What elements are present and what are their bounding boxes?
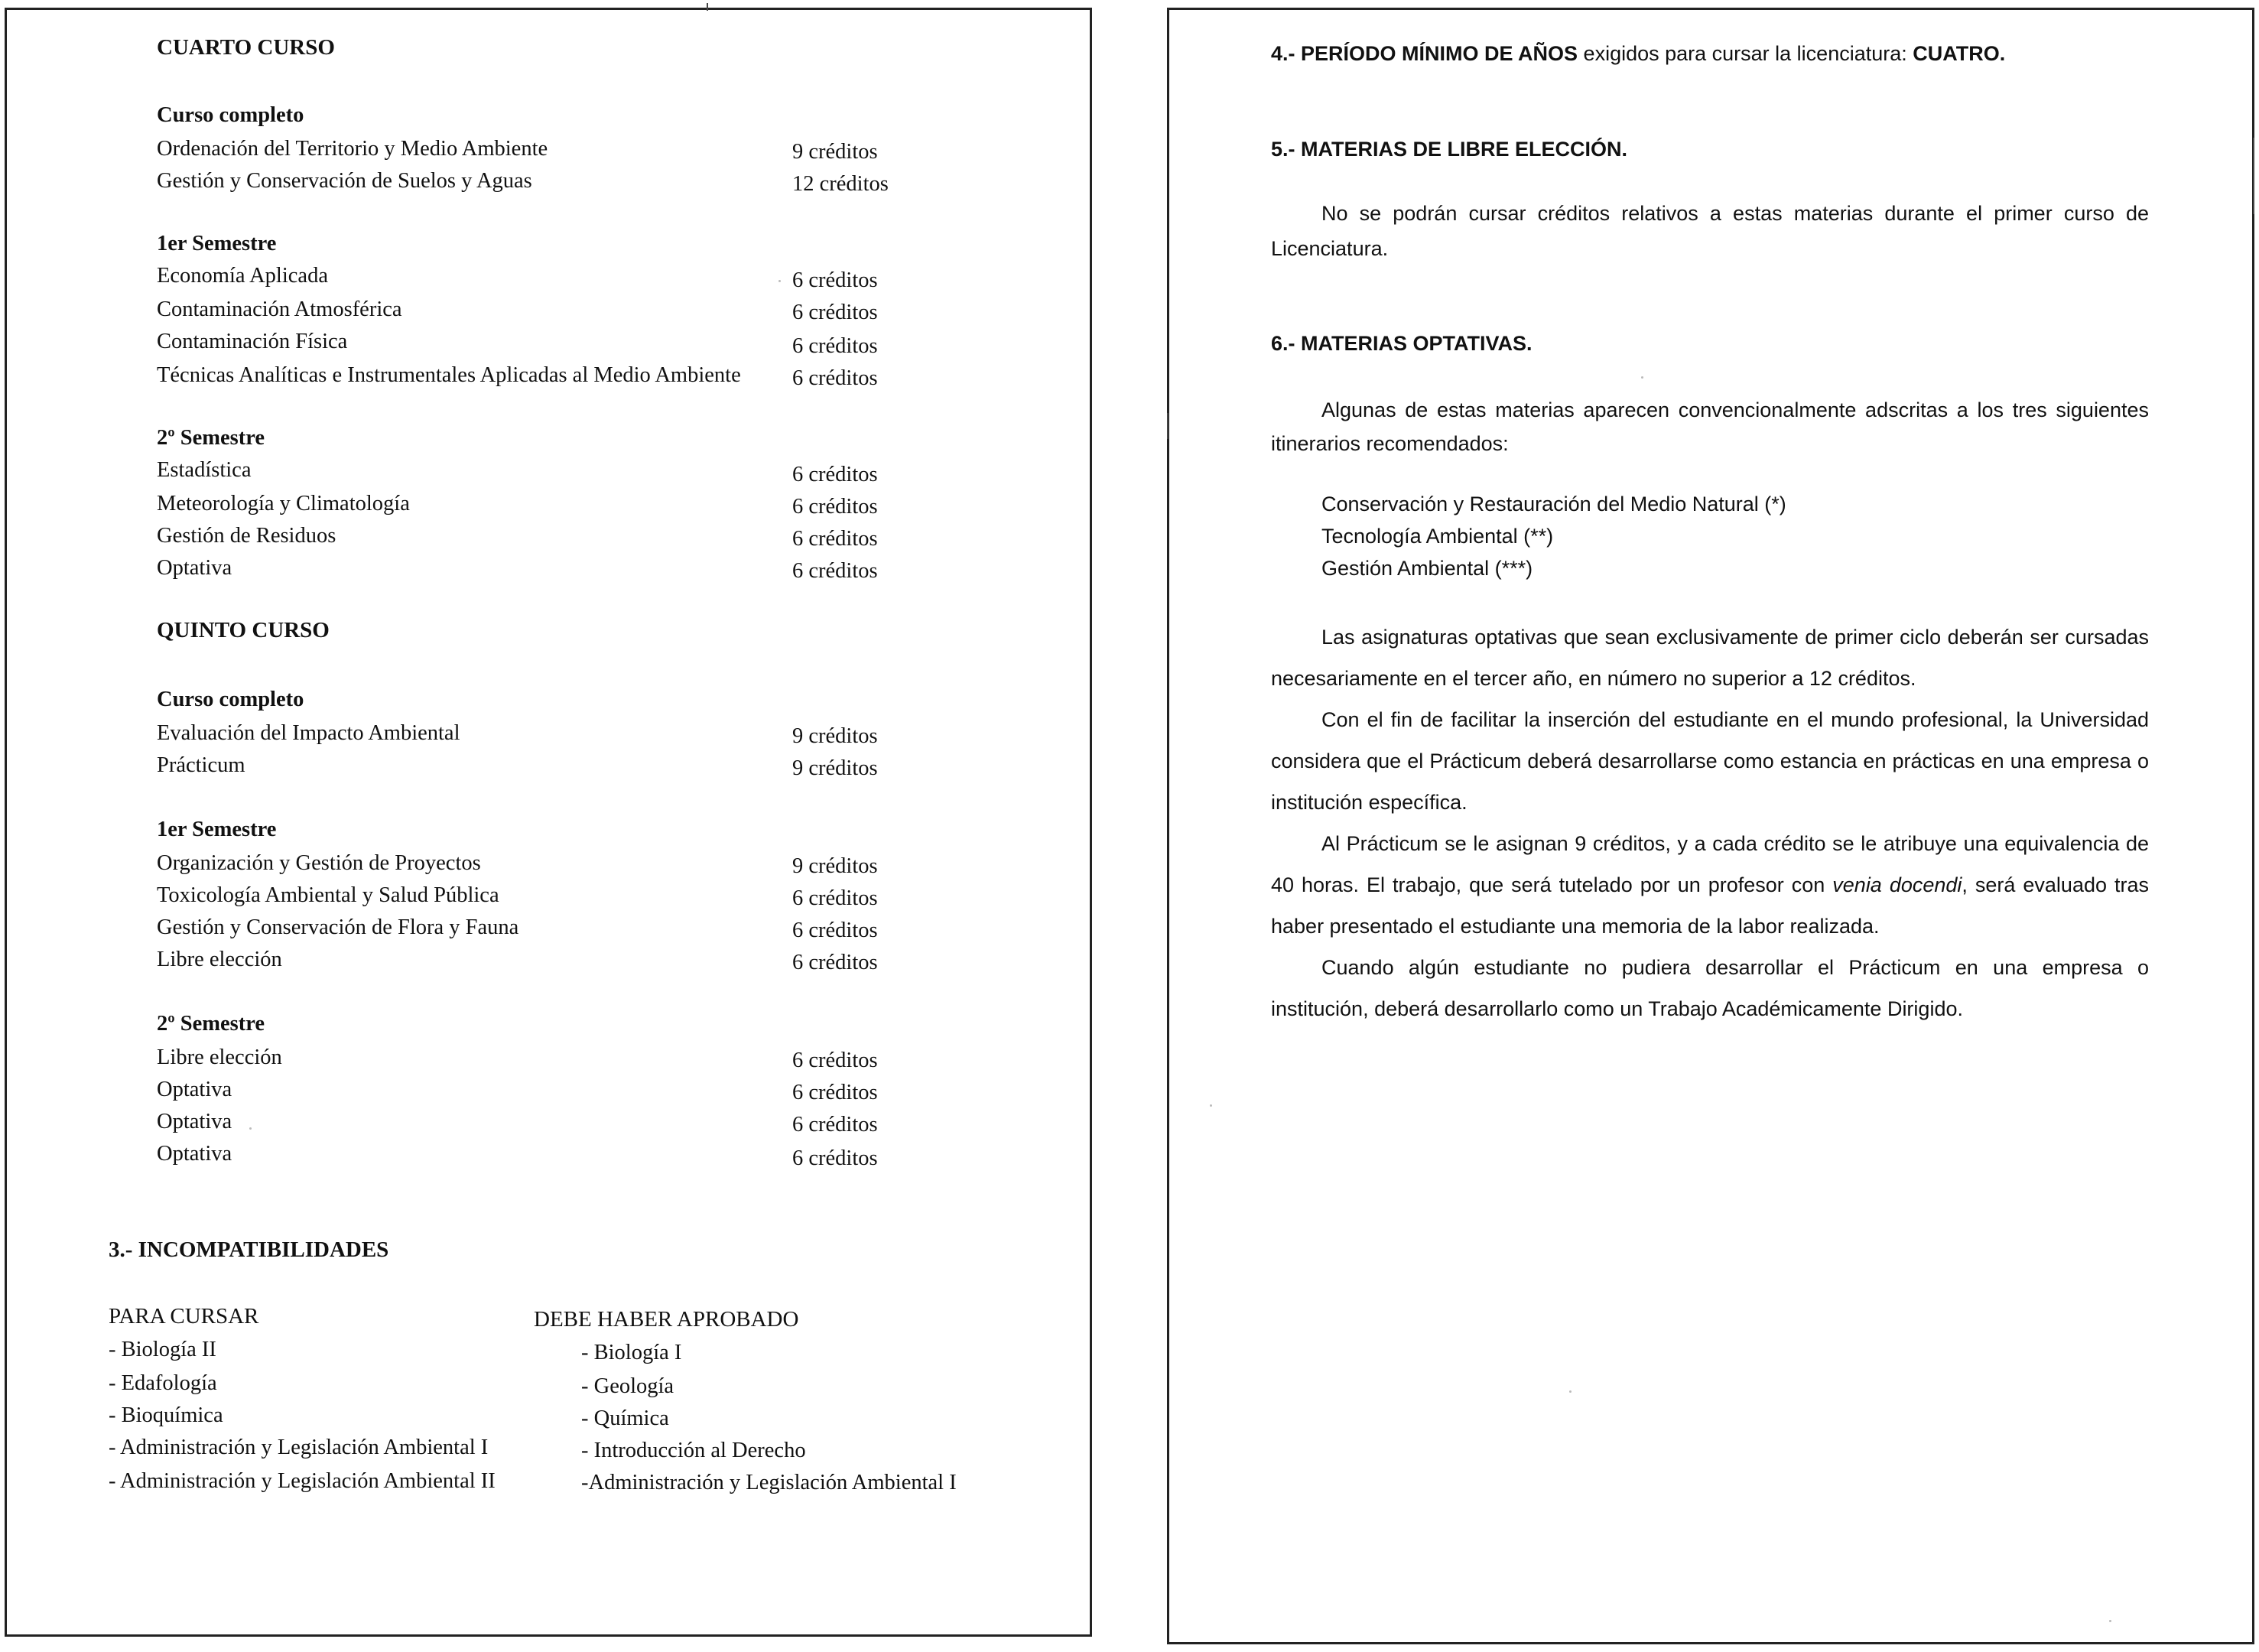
prerequisite-item: - Geología	[581, 1374, 674, 1398]
course-credits: 6 créditos	[792, 366, 878, 390]
p3-text-a: Al Prácticum se le asignan 9 créditos, y a cada crédito se le atribuye una equivalencia de 40 horas. El trabajo, que será tutelado por un profesor con	[1271, 832, 2149, 896]
quinto-sem1-label: 1er Semestre	[157, 818, 277, 841]
course-name: Gestión de Residuos	[157, 524, 336, 548]
course-credits: 6 créditos	[792, 463, 878, 486]
course-name: Gestión y Conservación de Flora y Fauna	[157, 915, 519, 939]
course-credits: 6 créditos	[792, 334, 878, 358]
course-name: Libre elección	[157, 948, 282, 971]
course-credits: 12 créditos	[792, 172, 889, 196]
course-credits: 6 créditos	[792, 495, 878, 519]
section-5-title: 5.- MATERIAS DE LIBRE ELECCIÓN.	[1271, 138, 1628, 161]
quinto-completo-label: Curso completo	[157, 688, 304, 711]
section-4-text: exigidos para cursar la licenciatura:	[1578, 42, 1913, 65]
course-name: Toxicología Ambiental y Salud Pública	[157, 883, 499, 907]
course-credits: 6 créditos	[792, 1081, 878, 1104]
itinerario-item: Conservación y Restauración del Medio Natural (*)	[1321, 493, 1786, 515]
course-name: Gestión y Conservación de Suelos y Aguas	[157, 169, 532, 193]
prerequisite-item: -Administración y Legislación Ambiental I	[581, 1471, 957, 1494]
para-cursar-header: PARA CURSAR	[109, 1304, 259, 1328]
course-credits: 9 créditos	[792, 756, 878, 780]
course-credits: 6 créditos	[792, 919, 878, 942]
course-name: Estadística	[157, 458, 252, 482]
itinerario-item: Gestión Ambiental (***)	[1321, 557, 1533, 580]
itinerario-item: Tecnología Ambiental (**)	[1321, 525, 1554, 548]
section-4-value: CUATRO.	[1913, 42, 2006, 65]
cuarto-completo-label: Curso completo	[157, 103, 304, 127]
paragraph-optativas-primer-ciclo: Las asignaturas optativas que sean exclusivamente de primer ciclo deberán ser cursadas necesariamente en el tercer año, en número no superior a 12 créditos.	[1271, 626, 2149, 690]
paragraph-trabajo-dirigido: Cuando algún estudiante no pudiera desarrollar el Prácticum en una empresa o institución, deberá desarrollarlo como un Trabajo Académicamente Dirigido.	[1271, 956, 2149, 1020]
quinto-sem2-label: 2º Semestre	[157, 1012, 265, 1036]
course-name: Libre elección	[157, 1046, 282, 1069]
course-credits: 6 créditos	[792, 1113, 878, 1137]
scan-speck	[778, 280, 781, 282]
course-credits: 9 créditos	[792, 724, 878, 748]
course-name: Optativa	[157, 1110, 232, 1133]
course-name: Evaluación del Impacto Ambiental	[157, 721, 460, 745]
course-name: Optativa	[157, 1142, 232, 1166]
course-credits: 6 créditos	[792, 951, 878, 974]
course-credits: 6 créditos	[792, 559, 878, 583]
paragraph-practicum-creditos	[1271, 823, 2149, 947]
course-credits: 6 créditos	[792, 1146, 878, 1170]
course-credits: 6 créditos	[792, 527, 878, 551]
para-cursar-item: - Biología II	[109, 1338, 216, 1361]
p3-text-b: , será evaluado tras haber presentado el estudiante una memoria de la labor realizada.	[1271, 873, 2149, 938]
course-name: Contaminación Atmosférica	[157, 298, 402, 321]
para-cursar-item: - Administración y Legislación Ambiental II	[109, 1469, 496, 1493]
prerequisite-item: - Biología I	[581, 1341, 682, 1364]
scan-speck	[1210, 1104, 1212, 1107]
scan-mark	[707, 3, 708, 11]
quinto-curso-title: QUINTO CURSO	[157, 618, 330, 642]
course-name: Optativa	[157, 556, 232, 580]
course-credits: 6 créditos	[792, 301, 878, 324]
section-4-heading	[1271, 41, 2005, 67]
para-cursar-item: - Administración y Legislación Ambiental I	[109, 1436, 489, 1459]
course-name: Organización y Gestión de Proyectos	[157, 851, 481, 875]
scan-mark	[1167, 413, 1169, 439]
p3-italic: venia docendi	[1832, 873, 1962, 896]
section-6-title: 6.- MATERIAS OPTATIVAS.	[1271, 332, 1533, 355]
cuarto-sem1-label: 1er Semestre	[157, 232, 277, 255]
scan-speck	[249, 1127, 252, 1130]
course-credits: 6 créditos	[792, 268, 878, 292]
course-name: Técnicas Analíticas e Instrumentales Aplicadas al Medio Ambiente	[157, 363, 741, 387]
cuarto-curso-title: CUARTO CURSO	[157, 35, 335, 60]
incompatibilidades-title: 3.- INCOMPATIBILIDADES	[109, 1237, 389, 1262]
course-credits: 6 créditos	[792, 886, 878, 910]
scan-mark	[2253, 138, 2254, 214]
para-cursar-item: - Bioquímica	[109, 1403, 223, 1427]
section-4-title: 4.- PERÍODO MÍNIMO DE AÑOS	[1271, 42, 1578, 65]
scan-speck	[1641, 376, 1643, 379]
course-name: Economía Aplicada	[157, 264, 328, 288]
course-name: Contaminación Física	[157, 330, 348, 353]
prerequisite-item: - Introducción al Derecho	[581, 1439, 806, 1462]
course-credits: 9 créditos	[792, 854, 878, 878]
course-name: Optativa	[157, 1078, 232, 1101]
section-5-text: No se podrán cursar créditos relativos a estas materias durante el primer curso de Licenciatura.	[1271, 202, 2149, 260]
cuarto-sem2-label: 2º Semestre	[157, 426, 265, 450]
scan-speck	[1569, 1390, 1572, 1393]
debe-haber-aprobado-header: DEBE HABER APROBADO	[534, 1307, 799, 1332]
section-6-intro: Algunas de estas materias aparecen convencionalmente adscritas a los tres siguientes itinerarios recomendados:	[1271, 398, 2149, 455]
para-cursar-item: - Edafología	[109, 1371, 217, 1395]
course-name: Meteorología y Climatología	[157, 492, 410, 515]
paragraph-practicum-empresa: Con el fin de facilitar la inserción del estudiante en el mundo profesional, la Universidad considera que el Prácticum deberá desarrollarse como estancia en prácticas en una empresa o institución específica.	[1271, 708, 2149, 814]
course-name: Prácticum	[157, 753, 245, 777]
course-credits: 9 créditos	[792, 140, 878, 164]
prerequisite-item: - Química	[581, 1406, 669, 1430]
course-credits: 6 créditos	[792, 1049, 878, 1072]
scan-speck	[2109, 1620, 2111, 1622]
course-name: Ordenación del Territorio y Medio Ambiente	[157, 137, 548, 161]
